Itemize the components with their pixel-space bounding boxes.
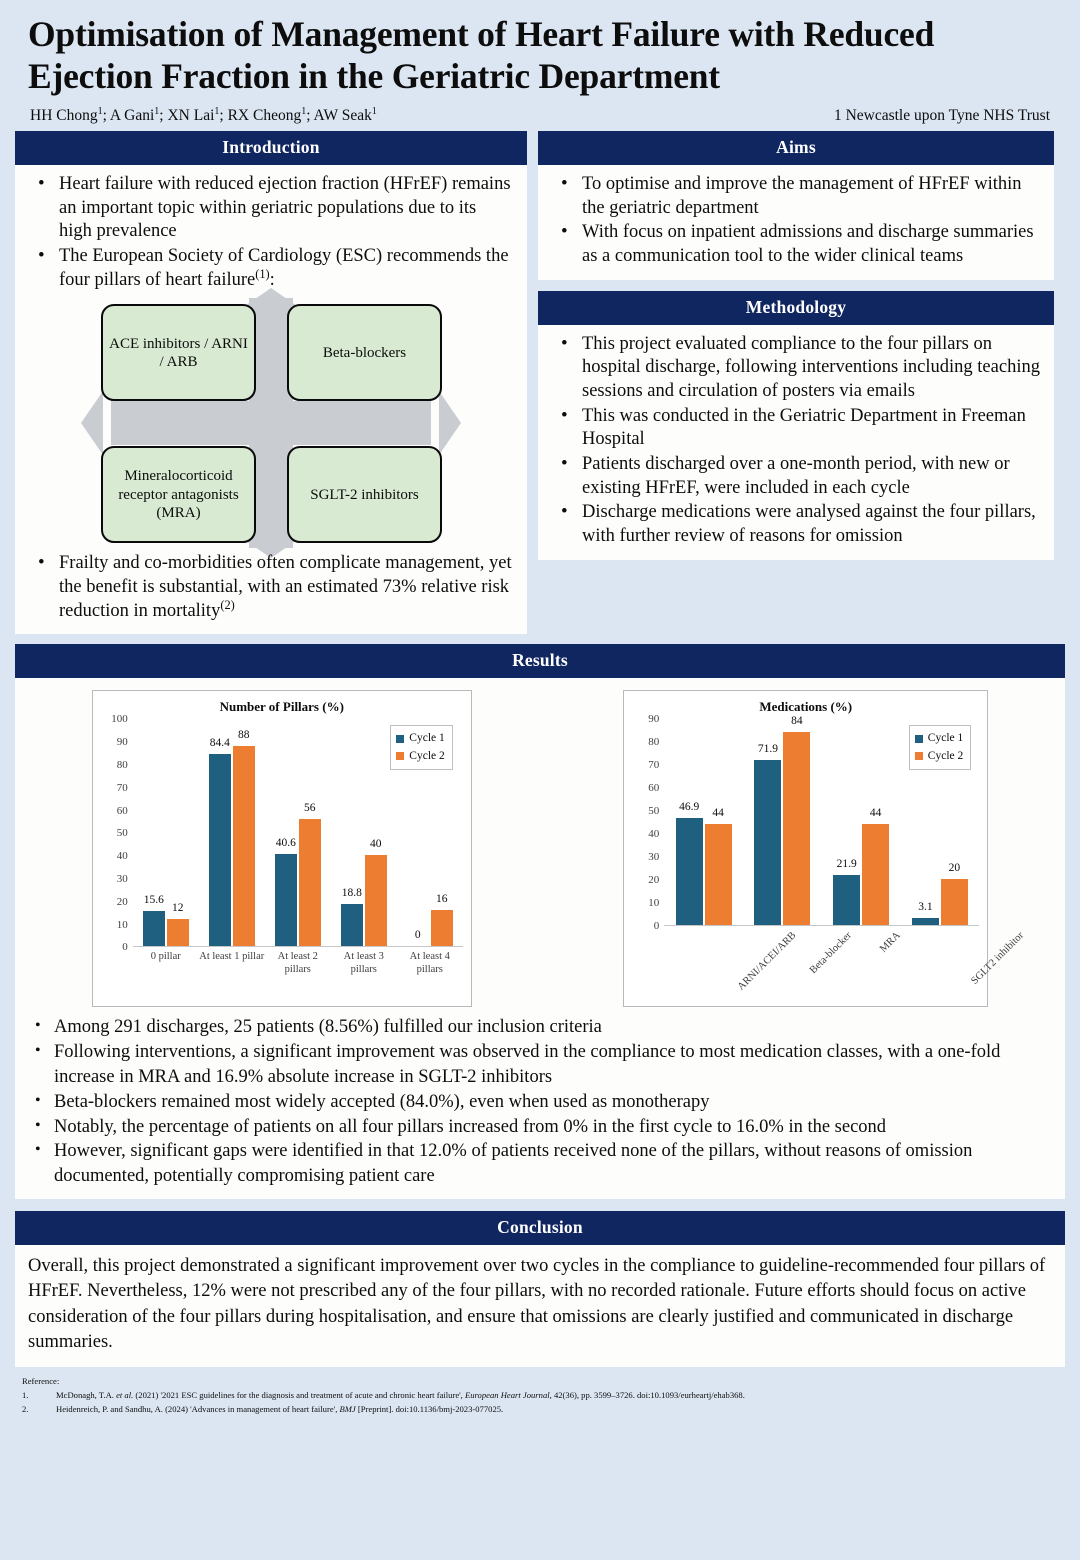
pillar-box-beta-blockers: Beta-blockers (287, 304, 442, 401)
aims-heading: Aims (538, 131, 1054, 165)
x-axis (632, 926, 1027, 1000)
y-axis-tick: 50 (648, 805, 660, 818)
methodology-bullet: • Patients discharged over a one-month period, with new or existing HFrEF, were included in each cycle (552, 453, 1040, 500)
bar-group (133, 719, 199, 946)
bar-value-label: 12 (172, 902, 184, 915)
bar-value-label: 16 (436, 892, 448, 905)
y-axis-tick: 90 (648, 713, 660, 726)
legend-swatch (915, 735, 923, 743)
reference-item (22, 1389, 1058, 1402)
author-list: HH Chong$^1$; A Gani$^1$; XN Lai$^1$; RX Cheong$^1$; AW Seak$^1$ (30, 105, 377, 125)
bar-fill (275, 854, 297, 947)
y-axis-tick: 70 (116, 781, 128, 794)
bar-group (822, 719, 901, 925)
bar-group (331, 719, 397, 946)
four-pillars-diagram (91, 298, 451, 548)
poster-header (0, 0, 1080, 125)
introduction-bullets-bottom (29, 552, 513, 623)
bar (365, 838, 387, 946)
chart-legend (909, 725, 971, 770)
charts-row (15, 678, 1065, 1011)
bar-value-label: 21.9 (836, 858, 857, 871)
y-axis-tick: 0 (122, 941, 128, 954)
bar-value-label: 84.4 (209, 737, 230, 750)
conclusion-heading: Conclusion (15, 1211, 1065, 1245)
legend-swatch (915, 752, 923, 760)
legend-item (396, 748, 444, 765)
pillar-box-mra: Mineralocorticoid receptor antagonists (MRA) (101, 446, 256, 543)
x-axis-tick-label: At least 2 pillars (277, 951, 318, 975)
x-axis-tick-label: 0 pillar (150, 951, 181, 963)
x-axis-tick-label: MRA (877, 930, 903, 956)
x-axis-tick-label: At least 1 pillar (199, 951, 265, 963)
results-bullet: • Among 291 discharges, 25 patients (8.56%) fulfilled our inclusion criteria (29, 1015, 1053, 1040)
methodology-bullets (552, 333, 1040, 549)
bar-fill (912, 918, 939, 925)
introduction-bullet: • The European Society of Cardiology (ESC) recommends the four pillars of heart failure$^{(1)}$: (29, 245, 513, 292)
bar-value-label: 40.6 (275, 836, 296, 849)
bar-fill (705, 824, 732, 925)
bar-fill (341, 904, 363, 947)
bar (676, 800, 703, 926)
bar-group (265, 719, 331, 946)
bar (167, 902, 189, 946)
aims-bullet: • With focus on inpatient admissions and discharge summaries as a communication tool to the wider clinical teams (552, 221, 1040, 268)
bar-value-label: 3.1 (918, 901, 933, 914)
bar (431, 892, 453, 946)
pillar-box-sglt2: SGLT-2 inhibitors (287, 446, 442, 543)
bar (833, 858, 860, 925)
bar-value-label: 46.9 (679, 800, 700, 813)
results-bullet: • However, significant gaps were identified in that 12.0% of patients received none of the pillars, without reasons of omission documented, potentially compromising patient care (29, 1139, 1053, 1189)
y-axis-tick: 20 (116, 895, 128, 908)
arrow-right-icon (439, 391, 461, 455)
legend-swatch (396, 752, 404, 760)
x-axis-tick-label: At least 3 pillars (343, 951, 384, 975)
aims-panel (538, 131, 1054, 280)
bar-group (199, 719, 265, 946)
bar (209, 737, 231, 946)
results-bullet: • Following interventions, a significant improvement was observed in the compliance to most medication classes, with a one-fold increase in MRA and 16.9% absolute increase in SGLT-2 inhibitors (29, 1040, 1053, 1090)
bar-value-label: 84 (791, 715, 803, 728)
bar (299, 801, 321, 947)
y-axis-tick: 10 (648, 897, 660, 910)
introduction-bullet: • Heart failure with reduced ejection fraction (HFrEF) remains an important topic within geriatric populations due to its high prevalence (29, 173, 513, 244)
bar (783, 715, 810, 925)
bar-fill (783, 732, 810, 925)
pillar-box-acei: ACE inhibitors / ARNI / ARB (101, 304, 256, 401)
bar-value-label: 15.6 (143, 893, 164, 906)
bar (143, 893, 165, 947)
y-axis-tick: 60 (116, 804, 128, 817)
chart-title: Number of Pillars (%) (219, 699, 344, 715)
bar-value-label: 18.8 (341, 886, 362, 899)
top-region (0, 125, 1080, 634)
aims-body (538, 165, 1054, 280)
bar-value-label: 40 (370, 838, 382, 851)
reference-text: Heidenreich, P. and Sandhu, A. (2024) 'Advances in management of heart failure', BMJ [Preprint]. doi:10.1136/bmj-2023-077025. (56, 1403, 504, 1414)
bar-fill (862, 824, 889, 925)
y-axis-tick: 60 (648, 782, 660, 795)
legend-label: Cycle 1 (927, 732, 964, 745)
bar-value-label: 71.9 (757, 743, 778, 756)
x-axis-tick-label: ARNI/ACEI/ARB (735, 930, 799, 994)
introduction-panel (15, 131, 527, 634)
results-bullets (15, 1011, 1065, 1198)
bar-value-label: 44 (869, 807, 882, 820)
y-axis-tick: 80 (648, 736, 660, 749)
bar-fill (431, 910, 453, 946)
bar (233, 728, 255, 947)
page-title: Optimisation of Management of Heart Failure with Reduced Ejection Fraction in the Geriatric Department (28, 14, 935, 96)
plot-area (632, 713, 979, 933)
bar (275, 836, 297, 947)
results-bullet: • Beta-blockers remained most widely accepted (84.0%), even when used as monotherapy (29, 1090, 1053, 1115)
bar-fill (833, 875, 860, 925)
introduction-body (15, 165, 527, 634)
reference-text: McDonagh, T.A. et al. (2021) '2021 ESC guidelines for the diagnosis and treatment of acute and chronic heart failure', European Heart Journal, 42(36), pp. 3599–3726. doi:10.1093/eurheartj/ehab368. (56, 1390, 745, 1401)
chart-title: Medications (%) (759, 699, 853, 715)
references-list (22, 1389, 1058, 1416)
bar-fill (209, 754, 231, 946)
bar-fill (299, 819, 321, 947)
bar-group (743, 715, 822, 925)
bar-fill (676, 818, 703, 926)
bar-fill (167, 919, 189, 946)
y-axis-tick: 10 (116, 918, 128, 931)
legend-item (396, 730, 444, 747)
methodology-bullet: • Discharge medications were analysed against the four pillars, with further review of reasons for omission (552, 501, 1040, 548)
x-axis-tick-label: At least 4 pillars (409, 951, 450, 975)
introduction-bullets-top (29, 173, 513, 292)
y-axis-tick: 90 (116, 736, 128, 749)
references-block (0, 1367, 1080, 1416)
chart-number-of-pillars (92, 690, 472, 1007)
references-heading: Reference: (22, 1375, 60, 1386)
bar-value-label: 20 (948, 862, 961, 875)
y-axis-tick: 70 (648, 759, 660, 772)
y-axis-tick: 30 (116, 873, 128, 886)
y-axis-tick: 80 (116, 759, 128, 772)
y-axis (101, 713, 131, 954)
bar-value-label: 44 (712, 807, 724, 820)
x-axis (101, 947, 463, 979)
legend-item (915, 748, 963, 765)
introduction-heading: Introduction (15, 131, 527, 165)
reference-number: 1. (22, 1390, 29, 1401)
y-axis-tick: 20 (648, 874, 660, 887)
legend-label: Cycle 2 (927, 749, 964, 762)
bar-value-label: 56 (304, 801, 316, 814)
bar-value-label: 0 (414, 929, 421, 942)
y-axis (632, 713, 662, 933)
methodology-body (538, 325, 1054, 560)
methodology-heading: Methodology (538, 291, 1054, 325)
bar-fill (941, 879, 968, 925)
conclusion-text: Overall, this project demonstrated a significant improvement over two cycles in the compliance to guideline-recommended four pillars of HFrEF. Nevertheless, 12% were not prescribed any of the four pillars, with no recorded rationale. Future efforts should focus on active consideration of the four pillars during hospitalisation, and ensure that omissions are clearly justified and communicated in discharge summaries. (28, 1255, 1046, 1353)
introduction-bullet: • Frailty and co-morbidities often complicate management, yet the benefit is substantial, with an estimated 73% relative risk reduction in mortality$^{(2)}$ (29, 552, 513, 623)
bar-fill (143, 911, 165, 947)
reference-item (22, 1403, 1058, 1416)
y-axis-tick: 40 (116, 850, 128, 863)
bar (912, 901, 939, 925)
bar (754, 743, 781, 925)
bar (862, 807, 889, 925)
chart-legend (390, 725, 452, 770)
bar (341, 886, 363, 947)
chart-medications (623, 690, 1027, 1007)
x-axis-tick-label: SGLT2 inhibitor (969, 930, 1027, 988)
methodology-bullet: • This project evaluated compliance to the four pillars on hospital discharge, following interventions including teaching sessions and circulation of posters via emails (552, 333, 1040, 404)
affiliation: 1 Newcastle upon Tyne NHS Trust (833, 107, 1050, 125)
legend-item (915, 730, 963, 747)
results-heading: Results (15, 644, 1065, 678)
legend-swatch (396, 735, 404, 743)
results-panel (15, 644, 1065, 1198)
y-axis-tick: 100 (111, 713, 128, 726)
cross-horizontal-shape (111, 401, 431, 445)
x-axis-tick-label: Beta-blocker (807, 930, 854, 977)
methodology-bullet: • This was conducted in the Geriatric Department in Freeman Hospital (552, 405, 1040, 452)
reference-number: 2. (22, 1403, 29, 1414)
methodology-panel (538, 291, 1054, 560)
bar (941, 862, 968, 925)
y-axis-tick: 40 (648, 828, 660, 841)
bar-fill (233, 746, 255, 947)
conclusion-panel (15, 1211, 1065, 1367)
bar-fill (754, 760, 781, 925)
aims-bullet: • To optimise and improve the management of HFrEF within the geriatric department (552, 173, 1040, 220)
bar-group (664, 719, 743, 925)
results-bullet: • Notably, the percentage of patients on all four pillars increased from 0% in the first cycle to 16.0% in the second (29, 1115, 1053, 1140)
legend-label: Cycle 2 (409, 749, 445, 762)
aims-bullets (552, 173, 1040, 269)
legend-label: Cycle 1 (409, 732, 445, 745)
y-axis-tick: 30 (648, 851, 660, 864)
bar-value-label: 88 (238, 728, 250, 741)
plot-area (101, 713, 463, 954)
bar-fill (365, 855, 387, 946)
y-axis-tick: 50 (116, 827, 128, 840)
right-column (538, 131, 1054, 634)
y-axis-tick: 0 (653, 920, 660, 933)
arrow-left-icon (81, 391, 103, 455)
left-column (15, 131, 527, 634)
author-row (28, 103, 1052, 125)
bar (705, 807, 732, 925)
